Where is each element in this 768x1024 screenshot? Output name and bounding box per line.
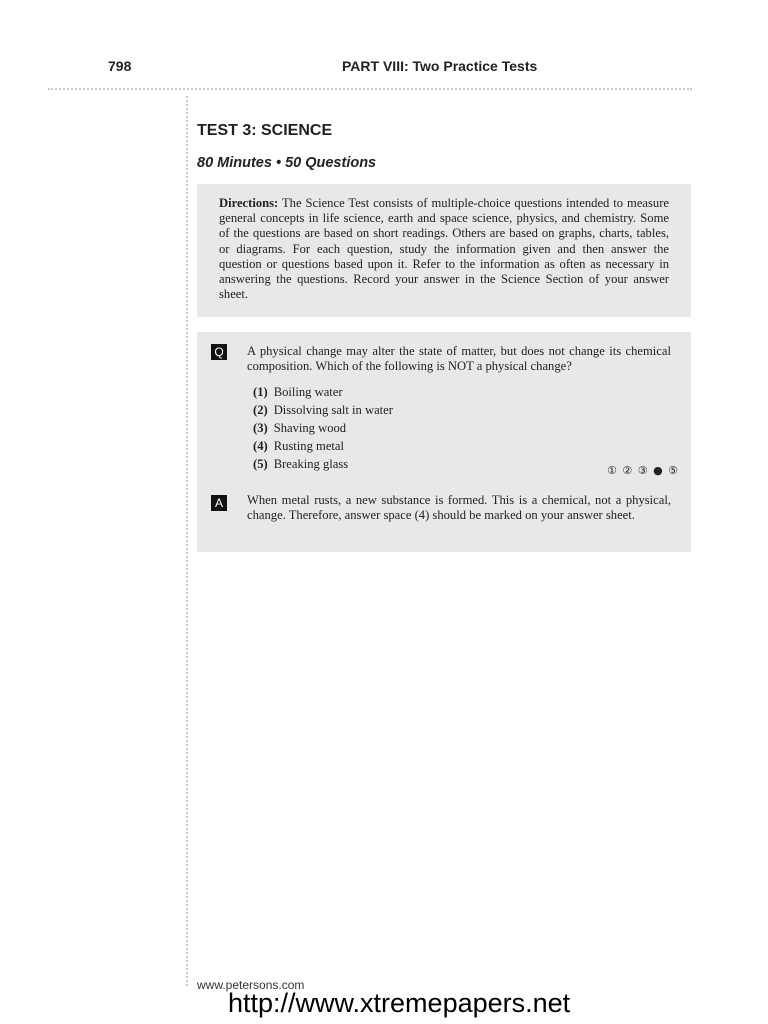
dotted-divider-horizontal xyxy=(48,88,692,90)
answer-option xyxy=(253,401,393,419)
directions-body: The Science Test consists of multiple-choice questions intended to measure general concepts in life science, earth and space science, physics, and chemistry. Some of the questions are based on short readings. Others are based on graphs, charts, tables, or diagrams. For each question, study the information given and then answer the question or questions based upon it. Refer to the information as often as necessary in answering the questions. Record your answer in the Science Section of your answer sheet. xyxy=(219,196,669,302)
directions-label: Directions: xyxy=(219,196,279,210)
running-head: PART VIII: Two Practice Tests xyxy=(342,58,538,74)
option-number: (3) xyxy=(253,421,268,435)
option-text: Rusting metal xyxy=(273,439,344,453)
dotted-divider-vertical xyxy=(186,96,188,986)
answer-option xyxy=(253,419,393,437)
option-number: (1) xyxy=(253,385,268,399)
test-title: TEST 3: SCIENCE xyxy=(197,122,333,139)
option-text: Breaking glass xyxy=(273,457,349,471)
watermark-url: http://www.xtremepapers.net xyxy=(228,988,571,1018)
answer-option xyxy=(253,455,393,473)
footer-website: www.petersons.com xyxy=(197,978,305,992)
sample-answer-text: When metal rusts, a new substance is formed. This is a chemical, not a physical, change. Therefore, answer space (4) should be marked on your answer sheet. xyxy=(247,493,671,523)
directions-text xyxy=(219,196,669,302)
answer-option xyxy=(253,437,393,455)
option-text: Boiling water xyxy=(273,385,343,399)
option-text: Dissolving salt in water xyxy=(273,403,393,417)
directions-box xyxy=(197,184,691,317)
option-text: Shaving wood xyxy=(273,421,347,435)
test-meta: 80 Minutes • 50 Questions xyxy=(197,155,377,171)
option-number: (4) xyxy=(253,439,268,453)
answer-bubbles: ① ② ③ ● ⑤ xyxy=(607,464,680,477)
answer-marker-icon: A xyxy=(211,495,227,511)
question-marker-icon: Q xyxy=(211,344,227,360)
sample-question-text: A physical change may alter the state of matter, but does not change its chemical composition. Which of the following is NOT a physical change? xyxy=(247,344,671,374)
answer-option xyxy=(253,383,393,401)
option-number: (5) xyxy=(253,457,268,471)
answer-options-list xyxy=(253,383,393,473)
sample-question-box xyxy=(197,332,691,552)
option-number: (2) xyxy=(253,403,268,417)
page-number: 798 xyxy=(108,58,132,74)
